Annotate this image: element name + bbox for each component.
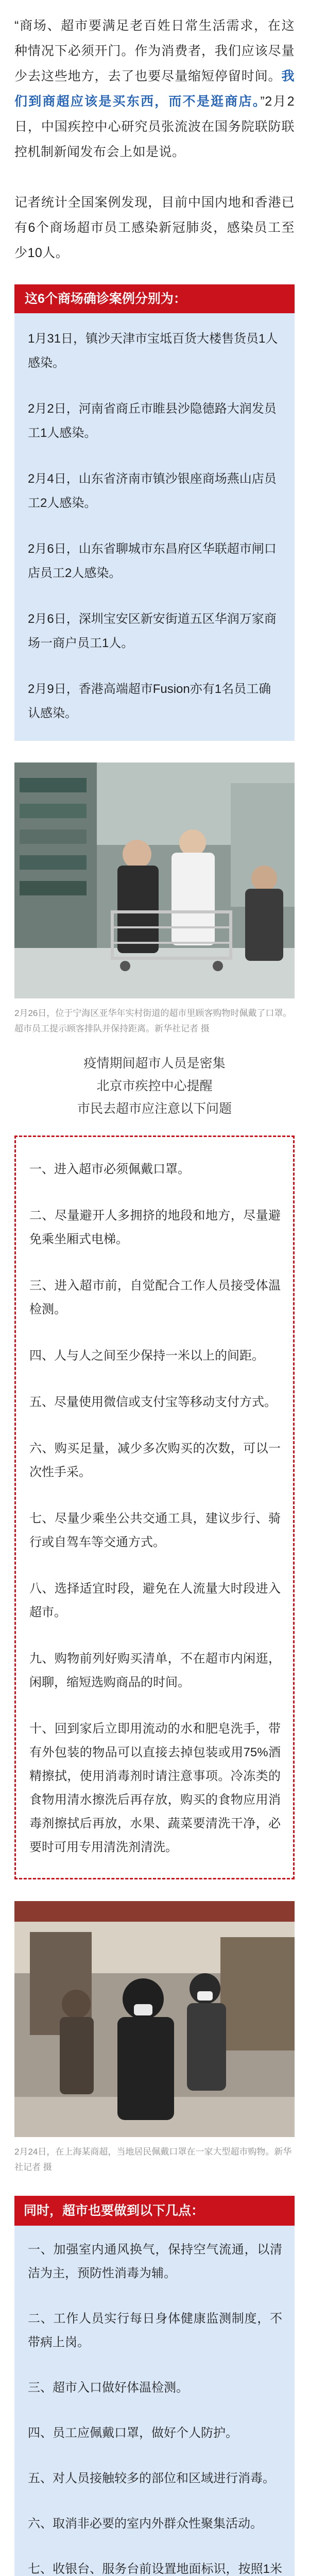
rule-item: 六、购买足量，减少多次购买的次数，可以一次性手采。 xyxy=(29,1442,281,1479)
measure-item: 五、对人员接触较多的部位和区域进行消毒。 xyxy=(28,2471,275,2485)
reminder-line: 北京市疾控中心提醒 xyxy=(96,1079,213,1093)
intro-paragraph-1 xyxy=(14,13,295,165)
case-item: 2月2日，河南省商丘市睢县沙隐德路大润发员工1人感染。 xyxy=(28,402,277,440)
measure-item: 三、超市入口做好体温检测。 xyxy=(28,2381,188,2395)
reminder-line: 疫情期间超市人员是密集 xyxy=(83,1056,226,1071)
intro-highlight: 我们到商超应该是买东西，而不是逛商店。 xyxy=(14,69,295,109)
supermarket-photo-1 xyxy=(14,762,295,998)
case-item: 2月4日，山东省济南市镇沙银座商场燕山店员工2人感染。 xyxy=(28,472,277,510)
shoppers-illustration-2 xyxy=(14,1901,295,2137)
rule-item: 四、人与人之间至少保持一米以上的间距。 xyxy=(29,1349,264,1363)
case-item: 1月31日，镇沙天津市宝坻百货大楼售货员1人感染。 xyxy=(28,332,278,370)
intro-quote-end: ”2月2日，中国疾控中心研究员张流波在国务院联防联控机制新闻发布会上如是说。 xyxy=(14,94,295,159)
photo-1-caption: 2月26日，位于宁海区亚华年实村街道的超市里顾客购物时佩戴了口罩。超市员工提示顾客排队并保持距离。新华社记者 摄 xyxy=(14,1008,292,1033)
cases-box xyxy=(14,284,295,741)
rule-item: 三、进入超市前，自觉配合工作人员接受体温检测。 xyxy=(29,1279,281,1316)
intro-quote: “商场、超市要满足老百姓日常生活需求，在这种情况下必须开门。作为消费者，我们应该尽量少去这些地方，去了也要尽量缩短停留时间。 xyxy=(14,19,295,83)
rule-item: 二、尽量避开人多拥挤的地段和地方，尽量避免乘坐厢式电梯。 xyxy=(29,1209,281,1246)
measures-header: 同时，超市也要做到以下几点： xyxy=(14,2196,295,2226)
measure-item: 七、收银台、服务台前设置地面标识，按照1米 xyxy=(28,2562,282,2576)
case-item: 2月9日，香港高端超市Fusion亦有1名员工确认感染。 xyxy=(28,682,271,720)
supermarket-photo-2 xyxy=(14,1901,295,2137)
rule-item: 一、进入超市必须佩戴口罩。 xyxy=(29,1162,190,1176)
rule-item: 九、购物前列好购买清单，不在超市内闲逛，闲聊，缩短选购商品的时间。 xyxy=(29,1652,281,1689)
rule-item: 五、尽量使用微信或支付宝等移动支付方式。 xyxy=(29,1395,277,1409)
shoppers-illustration-1 xyxy=(14,762,295,998)
shopping-rules-box xyxy=(14,1136,295,1879)
rule-item: 十、回到家后立即用流动的水和肥皂洗手，带有外包装的物品可以直接去掉包装或用75%酒精擦拭，使用消毒剂时请注意事项。冷冻类的食物用清水擦洗后再存放，购买的食物应用消毒剂擦拭后再放，水果、蔬菜要清洗干净，必要时可用专用清洗剂清洗。 xyxy=(29,1722,281,1854)
measure-item: 一、加强室内通风换气，保持空气流通，以清洁为主，预防性消毒为辅。 xyxy=(28,2243,282,2280)
measure-item: 四、员工应佩戴口罩，做好个人防护。 xyxy=(28,2426,238,2440)
reminder-heading xyxy=(0,1052,309,1120)
rule-item: 八、选择适宜时段，避免在人流量大时段进入超市。 xyxy=(29,1582,281,1619)
supermarket-measures-box xyxy=(14,2196,295,2576)
case-item: 2月6日，山东省聊城市东昌府区华联超市闸口店员工2人感染。 xyxy=(28,542,277,580)
measures-list xyxy=(14,2226,295,2576)
case-item: 2月6日，深圳宝安区新安街道五区华润万家商场一商户员工1人。 xyxy=(28,612,277,650)
measure-item: 六、取消非必要的室内外群众性聚集活动。 xyxy=(28,2517,263,2531)
measure-item: 二、工作人员实行每日身体健康监测制度，不带病上岗。 xyxy=(28,2312,282,2349)
intro-section xyxy=(0,0,309,266)
cases-list xyxy=(14,313,295,741)
rule-item: 七、尽量少乘坐公共交通工具，建议步行、骑行或自驾车等交通方式。 xyxy=(29,1512,281,1549)
reminder-line: 市民去超市应注意以下问题 xyxy=(77,1101,232,1116)
intro-paragraph-2: 记者统计全国案例发现，目前中国内地和香港已有6个商场超市员工感染新冠肺炎，感染员工至少10人。 xyxy=(14,195,295,260)
photo-2-caption: 2月24日，在上海某商超，当地居民佩戴口罩在一家大型超市购物。新华社记者 摄 xyxy=(14,2147,292,2172)
cases-header: 这6个商场确诊案例分别为： xyxy=(14,284,295,313)
